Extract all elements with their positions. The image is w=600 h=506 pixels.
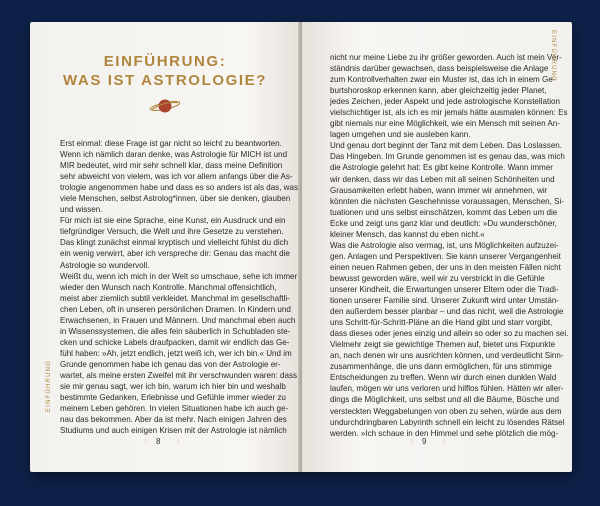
text-line: tiefgründiger Versuch, die Welt und ihre Gesetze zu verstehen.: [60, 227, 284, 237]
text-line: Studiums und auch einigen Krisen mit der Astrologie ist nämlich: [60, 426, 287, 436]
text-line: Weißt du, wenn ich mich in der Welt so umschaue, sehe ich immer: [60, 271, 298, 281]
text-line: Das klingt zunächst einmal kryptisch und vielleicht fühlst du dich: [60, 238, 289, 248]
text-line: könnten die nächsten Geschehnisse voraussagen, Menschen, Si-: [330, 196, 564, 206]
text-line: wartet, als meine ersten Zweifel mit ihr verschwunden waren: dass: [60, 370, 298, 380]
text-line: Vielmehr zeigt sie gewichtige Themen auf, bietet uns Fixpunkte: [330, 340, 556, 350]
left-body-text: [60, 138, 298, 436]
page-number-left: 8: [156, 437, 161, 446]
crescent-moon-icon: [170, 436, 180, 446]
text-line: Für mich ist sie eine Sprache, eine Kunst, ein Ausdruck und ein: [60, 216, 286, 226]
text-line: cken und schicke Labels draufpacken, damit wir endlich das Ge-: [60, 337, 290, 347]
right-body-text: [330, 52, 568, 439]
text-line: gibt niemals nur eine Möglichkeit, wie ein Mensch mit seinen An-: [330, 119, 560, 129]
crescent-moon-icon: [436, 436, 446, 446]
crescent-moon-icon: [144, 436, 154, 446]
text-line: zusammenhänge, die uns dann ermöglichen, für uns stimmige: [330, 362, 552, 372]
text-line: dass dieses oder jenes einzig und allein so oder so zu machen sei.: [330, 329, 569, 339]
text-line: wieder den Wunsch nach Kontrolle. Manchmal offensichtlich,: [60, 282, 277, 292]
text-line: werden. »Ich schaue in den Himmel und sehe plötzlich die mög-: [330, 428, 559, 438]
text-line: jedes Zeichen, jeder Aspekt und jede astrologische Konstellation: [330, 97, 560, 107]
crescent-moon-icon: [410, 436, 420, 446]
text-line: Ecke und zeigt uns ganz klar und deutlich: »Du wunderschöner,: [330, 218, 557, 228]
text-line: MIR bedeutet, wird mir sehr schnell klar, dass meine Definition: [60, 161, 283, 171]
text-line: Grausamkeiten erlebt haben, wann immer wir annehmen, wir: [330, 185, 548, 195]
text-line: gen. Anlagen und Perspektiven. Sie kann unserer Vergangenheit: [330, 251, 561, 261]
text-line: unserer Kindheit, die Erwartungen unserer Eltern oder die Tradi-: [330, 284, 559, 294]
text-line: Erwachsenen, in Frauen und Männern. Und manchmal eben auch: [60, 315, 296, 325]
text-line: Das Hingeben. Im Grunde genommen ist es genau das, was mich: [330, 152, 565, 162]
running-head-right: EINFÜHRUNG: [550, 30, 556, 82]
text-line: Grunde genommen habe ich genau das von der Astrologie er-: [60, 359, 281, 369]
page-number-right: 9: [422, 437, 427, 446]
text-line: vielschichtiger ist, als ich es mir jemals hätte ausmalen können: Es: [330, 108, 568, 118]
text-line: bewusst geworden wäre, weil wir zu verstrickt in die Gefühle: [330, 273, 545, 283]
text-line: einen neuen Rahmen geben, der uns in den meisten Fällen nicht: [330, 262, 561, 272]
text-line: Astrologie so wundervoll.: [60, 260, 150, 270]
text-line: laufen, mögen wir uns verloren und hilflos fühlen. Hätten wir aller-: [330, 384, 564, 394]
open-book: [30, 22, 572, 472]
text-line: Erst einmal: diese Frage ist gar nicht so leicht zu beantworten.: [60, 139, 282, 148]
text-line: tuationen und uns selbst einschätzen, kommt das Leben um die: [330, 207, 558, 217]
text-line: zum Kontrollverhalten zwar ein Muster ist, das ich in einem Ge-: [330, 75, 556, 85]
text-line: an, nach denen wir uns ausrichten können, und verdeutlicht Sinn-: [330, 351, 564, 361]
text-line: viele Menschen, selbst Astrolog*innen, über sie denken, glauben: [60, 194, 291, 204]
text-line: nau das bekommen. Aber da ist mehr. Nach einigen Jahren des: [60, 415, 287, 425]
text-line: wir denken, dass wir das Leben mit all seinen Schönheiten und: [330, 174, 555, 184]
text-line: undurchdringbaren Labyrinth schnell ein leicht zu lösendes Rätsel: [330, 417, 565, 427]
text-line: fühl haben: »Ah, jetzt endlich, jetzt weiß ich, wer ich bin.« Und im: [60, 348, 292, 358]
text-line: Was die Astrologie also vermag, ist, uns Möglichkeiten aufzuzei-: [330, 240, 559, 250]
text-line: trologie angenommen habe und dass es so anders ist als das, was: [60, 183, 298, 193]
chapter-title-line-1: EINFÜHRUNG:: [103, 53, 227, 70]
text-line: bestimmte Gedanken, Erlebnisse und Gefühle immer wieder zu: [60, 393, 286, 403]
text-line: versteckten Weggabelungen von oben zu sehen, würde aus dem: [330, 406, 562, 416]
text-line: ständnis darüber gewachsen, dass beispielsweise die Anlage: [330, 64, 549, 74]
text-line: und wissen.: [60, 205, 103, 215]
text-line: kleiner Mensch, das kannst du eben nicht.«: [330, 229, 485, 239]
text-line: Und genau dort beginnt der Tanz mit dem Leben. Das Loslassen.: [330, 141, 563, 151]
text-line: tionen unserer Familie sind. Unserer Zukunft wird unter Umstän-: [330, 296, 559, 306]
text-line: uns Schritt-für-Schritt-Pläne an die Hand gibt und starr vorgibt,: [330, 318, 553, 328]
text-line: sehr abweicht von vielem, was ich vor allem anfangs über die As-: [60, 172, 293, 182]
text-line: Wenn ich nämlich daran denke, was Astrologie für MICH ist und: [60, 150, 288, 160]
running-head-left: EINFÜHRUNG: [46, 360, 52, 412]
left-page: [30, 22, 300, 472]
text-line: die Astrologie gelehrt hat: Es gibt keine Kontrolle. Wann immer: [330, 163, 553, 173]
text-line: den außerdem besser planbar – und das nicht, weil die Astrologie: [330, 307, 564, 317]
text-line: sie mir genau sagt, wer ich bin, warum ich hier bin und weshalb: [60, 382, 286, 392]
text-line: meist aber ziemlich subtil verkleidet. Manchmal im gesellschaftli-: [60, 293, 290, 303]
text-line: Entscheidungen zu treffen. Wenn wir durch einen dunklen Wald: [330, 373, 557, 383]
text-line: meinem Leben gehören. In vielen Situationen habe ich auch ge-: [60, 404, 289, 414]
chapter-title-line-2: WAS IST ASTROLOGIE?: [62, 72, 267, 89]
text-line: lagen umgehen und sie ausleben kann.: [330, 130, 471, 140]
text-line: burtshoroskop erkennen kann, aber gleichzeitig jeder Planet,: [330, 86, 547, 96]
text-line: in Wissenssystemen, die alles fein säuberlich in Schubladen ste-: [60, 326, 291, 336]
text-line: nicht nur meine Liebe zu ihr größer geworden. Auch ist mein Ver-: [330, 53, 562, 62]
text-line: chen Leben, oft in unseren persönlichen Dramen. In Kindern und: [60, 304, 291, 314]
text-line: dings die Möglichkeit, uns selbst und all die Bäume, Büsche und: [330, 395, 560, 405]
text-line: ein wenig verwirrt, aber ich verspreche dir: Genau das macht die: [60, 249, 290, 259]
saturn-icon: [148, 96, 182, 116]
right-page: [302, 22, 572, 472]
